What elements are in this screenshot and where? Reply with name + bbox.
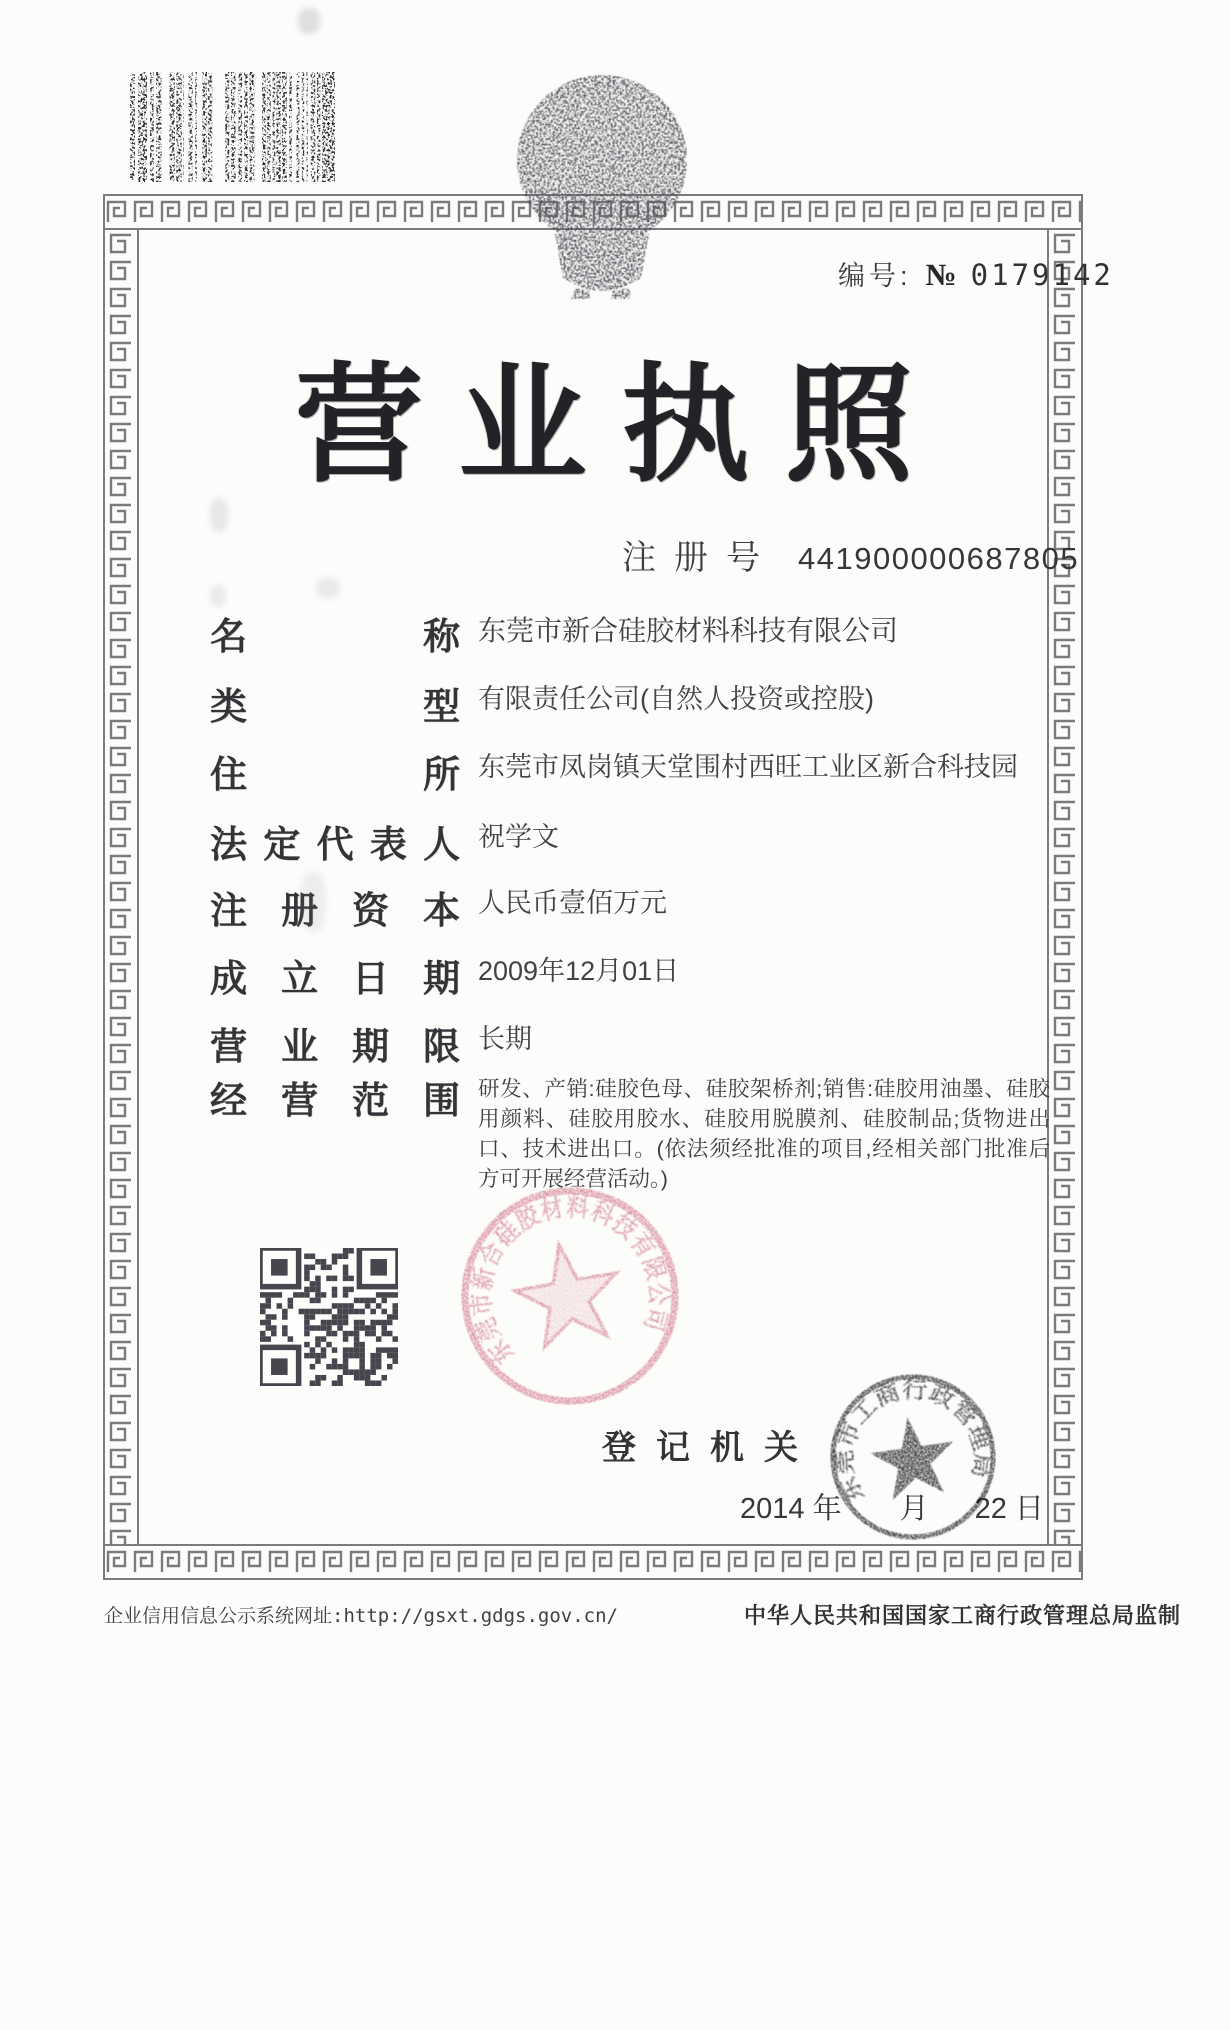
char: 营 [210,1026,247,1067]
char: 照 [784,354,913,497]
char: 期 [423,958,460,999]
field-row [210,744,1018,798]
char: 注 [210,890,247,931]
field-value: 东莞市新合硅胶材料科技有限公司 [478,615,899,646]
field-row [210,606,898,660]
registration-number-label [622,530,760,579]
char: 营 [281,1080,318,1121]
char: 法 [210,824,247,865]
char: 册 [281,890,318,931]
char: 资 [352,890,389,931]
char: 限 [423,1026,460,1067]
char: 成 [210,958,247,999]
char: 关 [764,1429,798,1467]
footer-issuing-authority: 中华人民共和国国家工商行政管理总局监制 [744,1603,1182,1628]
char: 围 [423,1080,460,1121]
field-value: 人民币壹佰万元 [478,888,667,918]
numero-symbol: № [925,257,957,292]
field-row [210,948,679,1002]
char: 所 [423,754,460,795]
char: 表 [369,824,407,865]
barcode-2d-icon [130,72,335,184]
scan-smudge [298,8,320,34]
char: 名 [210,616,247,657]
char: 定 [263,824,301,865]
field-label [210,606,460,660]
registry-seal-text: 东莞市工商行政管理局 [831,1377,996,1507]
serial-number-line [838,254,1114,293]
registrar-label [602,1420,798,1469]
field-value: 祝学文 [478,822,559,852]
company-seal-text: 东莞市新合硅胶材料科技有限公司 [467,1193,673,1369]
issue-date-year: 2014 年 [740,1493,842,1525]
registration-number-line [622,530,1079,579]
char: 业 [281,1026,318,1067]
char: 立 [281,958,318,999]
char: 代 [316,824,354,865]
char: 登 [602,1429,636,1467]
char: 记 [656,1429,690,1467]
field-label [210,814,460,868]
char: 类 [210,686,247,727]
scan-smudge [316,578,340,598]
char: 称 [423,616,460,657]
field-label [210,676,460,730]
char: 本 [423,890,460,931]
frame-border-right [1047,230,1083,1549]
field-value: 研发、产销:硅胶色母、硅胶架桥剂;销售:硅胶用油墨、硅胶用颜料、硅胶用胶水、硅胶用脱膜剂、硅胶制品;货物进出口、技术进出口。(依法须经批准的项目,经相关部门批准后方可开展经营活动。) [478,1077,1050,1191]
field-label [210,880,460,934]
document-title [295,322,913,506]
scan-smudge [210,498,228,532]
char: 经 [210,1080,247,1121]
char: 期 [352,1026,389,1067]
scan-smudge [300,872,326,932]
frame-border-left [103,230,139,1549]
serial-number: 0179142 [970,258,1114,292]
field-value: 有限责任公司(自然人投资或控股) [478,684,874,714]
china-national-emblem-icon [495,66,710,304]
char: 业 [458,354,587,497]
issue-date-day: 22 日 [974,1493,1044,1525]
field-label [210,1016,460,1070]
field-row [210,880,667,934]
char: 营 [295,354,424,497]
frame-border-bottom [103,1544,1083,1585]
char: 住 [210,754,247,795]
registration-number-value: 441900000687805 [798,541,1080,576]
char: 人 [423,824,460,865]
char: 日 [352,958,389,999]
field-value: 2009年12月01日 [478,956,680,986]
field-row [210,676,874,730]
registry-black-seal [822,1366,1004,1548]
issue-date-month: 月 [899,1493,929,1525]
field-label [210,744,460,798]
field-row [210,1016,532,1070]
serial-label: 编号: [838,261,912,291]
footer-public-info-url: 企业信用信息公示系统网址:http://gsxt.gdgs.gov.cn/ [104,1605,618,1627]
char: 执 [621,354,750,497]
char: 号 [726,539,760,577]
field-label [210,948,460,1002]
company-red-seal [450,1176,690,1416]
qr-code-icon [260,1248,398,1386]
field-label [210,1070,460,1124]
char: 册 [674,539,708,577]
char: 注 [622,539,656,577]
field-row [210,814,559,868]
char: 型 [423,686,460,727]
field-value: 东莞市凤岗镇天堂围村西旺工业区新合科技园 [478,752,1018,782]
char: 范 [352,1080,389,1121]
char: 机 [710,1429,744,1467]
scan-smudge [210,585,226,607]
field-value: 长期 [478,1024,532,1054]
